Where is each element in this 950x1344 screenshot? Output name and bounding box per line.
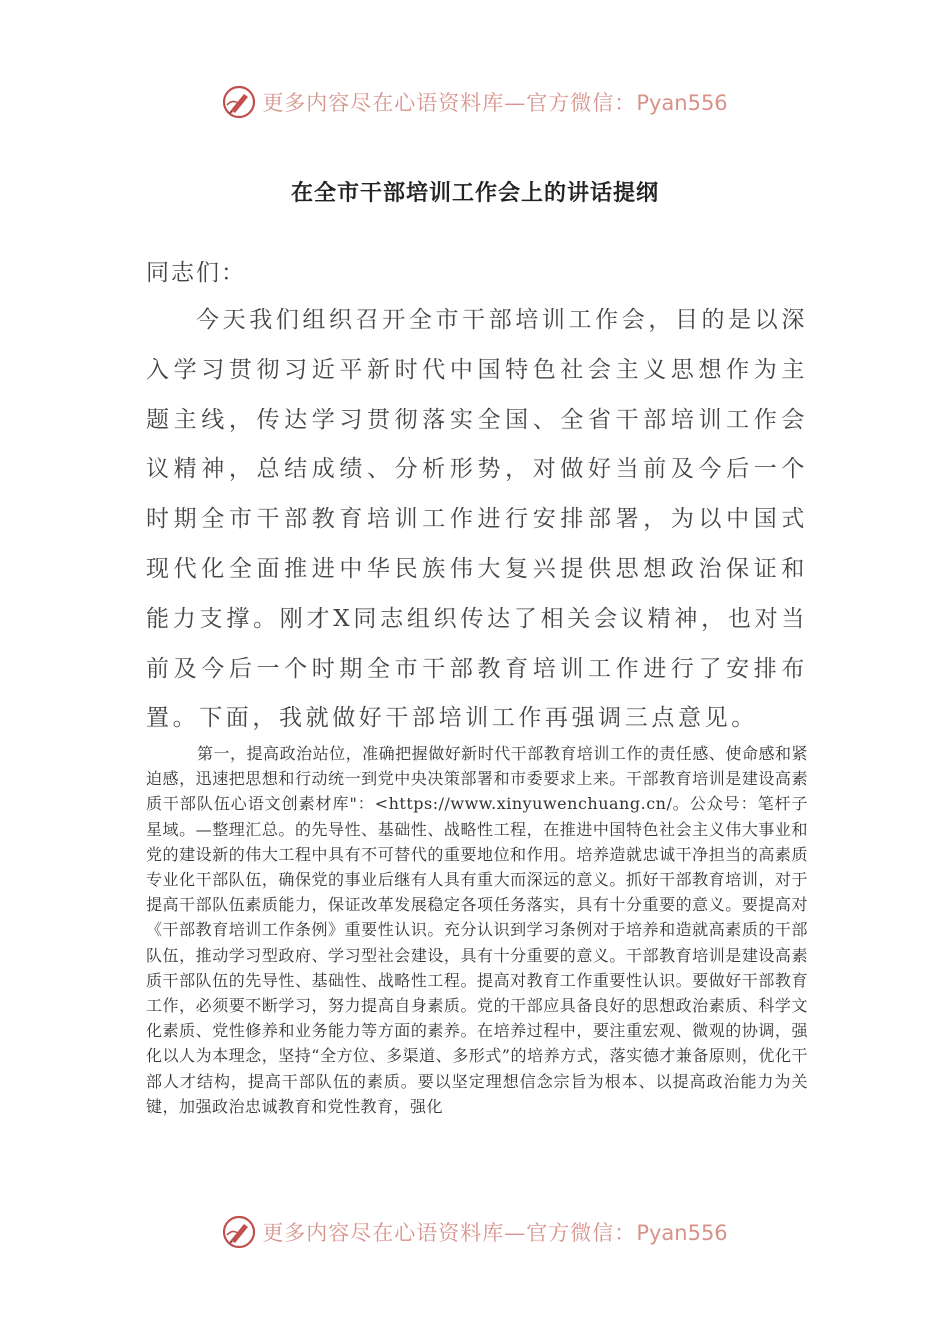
salutation: 同志们： xyxy=(146,260,246,286)
pen-logo-icon xyxy=(222,1215,256,1249)
wechat-id: Pyan556 xyxy=(636,91,728,115)
document-title: 在全市干部培训工作会上的讲话提纲 xyxy=(290,181,659,206)
lead-paragraph: 今天我们组织召开全市干部培训工作会，目的是以深入学习贯彻习近平新时代中国特色社会主义思想作为主题主线，传达学习贯彻落实全国、全省干部培训工作会议精神，总结成绩、分析形势，对做好当前及今后一个时期全市干部教育培训工作进行安排部署，为以中国式现代化全面推进中华民族伟大复兴提供思想政治保证和能力支撑。刚才X同志组织传达了相关会议精神，也对当前及今后一个时期全市干部教育培训工作进行了安排布置。下面，我就做好干部培训工作再强调三点意见。 xyxy=(146,307,808,732)
pen-logo-icon xyxy=(222,85,256,119)
body-paragraph: 第一，提高政治站位，准确把握做好新时代干部教育培训工作的责任感、使命感和紧迫感，迅速把思想和行动统一到党中央决策部署和市委要求上来。干部教育培训是建设高素质干部队伍心语文创素材库"：<https://www.xinyuwenchuang.cn/。公众号：笔杆子星域。—整理汇总。的先导性、基础性、战略性工程，在推进中国特色社会主义伟大事业和党的建设新的伟大工程中具有不可替代的重要地位和作用。培养造就忠诚干净担当的高素质专业化干部队伍，确保党的事业后继有人具有重大而深远的意义。抓好干部教育培训，对于提高干部队伍素质能力，保证改革发展稳定各项任务落实，具有十分重要的意义。要提高对《干部教育培训工作条例》重要性认识。充分认识到学习条例对于培养和造就高素质的干部队伍，推动学习型政府、学习型社会建设，具有十分重要的意义。干部教育培训是建设高素质干部队伍的先导性、基础性、战略性工程。提高对教育工作重要性认识。要做好干部教育工作，必须要不断学习，努力提高自身素质。党的干部应具备良好的思想政治素质、科学文化素质、党性修养和业务能力等方面的素养。在培养过程中，要注重宏观、微观的协调，强化以人为本理念，坚持“全方位、多渠道、多形式”的培养方式，落实德才兼备原则，优化干部人才结构，提高干部队伍的素质。要以坚定理想信念宗旨为根本、以提高政治能力为关键，加强政治忠诚教育和党性教育，强化 xyxy=(146,744,808,1116)
banner-text: 更多内容尽在心语资料库—官方微信：Pyan556 xyxy=(262,1221,728,1245)
footer-banner xyxy=(0,1212,950,1252)
banner-text: 更多内容尽在心语资料库—官方微信：Pyan556 xyxy=(262,91,728,115)
wechat-id: Pyan556 xyxy=(636,1221,728,1245)
header-banner xyxy=(0,82,950,122)
